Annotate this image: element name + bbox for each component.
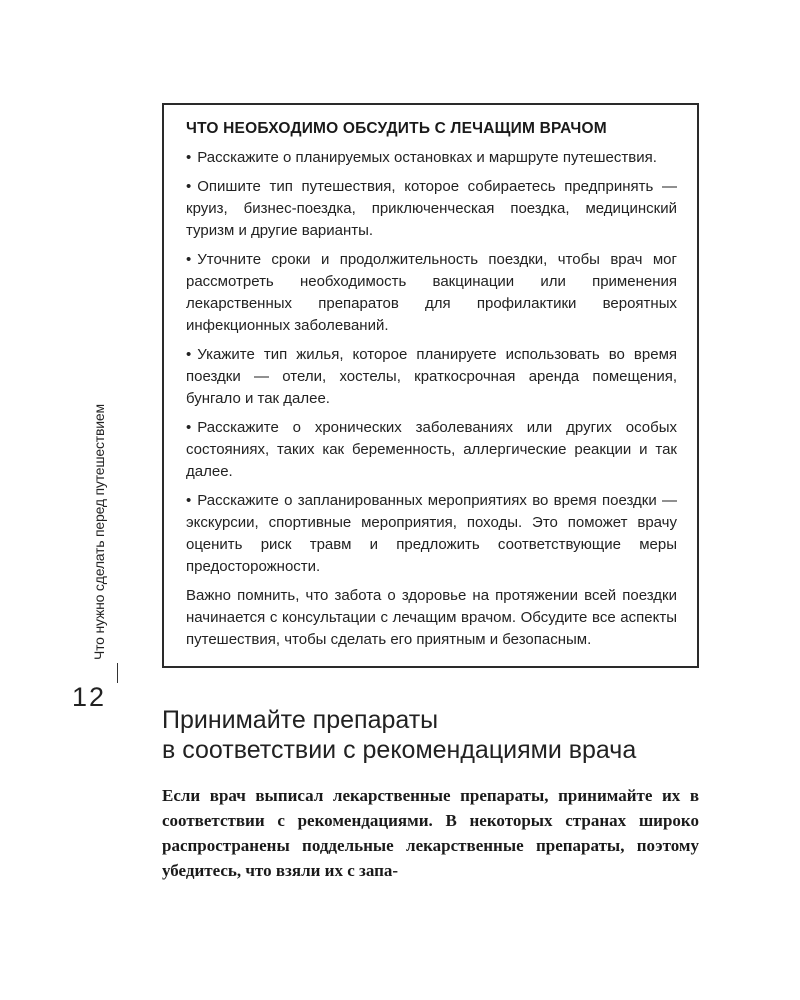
checklist-item [186, 344, 677, 410]
section-heading-line: Принимайте препараты [162, 706, 439, 734]
sidebar-rule [117, 663, 118, 683]
bullet-icon: • [186, 492, 192, 509]
page-number: 12 [72, 682, 107, 712]
bullet-icon: • [186, 178, 192, 195]
checklist-item [186, 176, 677, 242]
bullet-icon: • [186, 346, 192, 363]
checklist-item [186, 490, 677, 578]
bullet-icon: • [186, 251, 192, 268]
checklist-item [186, 417, 677, 483]
running-title: Что нужно сделать перед путешествием [91, 404, 107, 660]
section-heading [162, 705, 722, 765]
checklist-item [186, 147, 677, 169]
discussion-checklist-box [162, 103, 699, 668]
checklist-item [186, 249, 677, 337]
bullet-icon: • [186, 149, 192, 166]
body-paragraph: Если врач выписал лекарственные препараты, принимайте их в соответствии с рекомендациями. В некоторых странах широко распространены поддельные лекарственные препараты, поэтому убедитесь, что взяли их с запа- [162, 786, 699, 880]
bullet-icon: • [186, 419, 192, 436]
checklist-item-text: Расскажите о запланированных мероприятиях во время поездки — экскурсии, спортивные мероприятия, походы. Это поможет врачу оценить риск травм и предложить соответствующие меры предосторожности. [186, 492, 677, 575]
checklist-item-text: Уточните сроки и продолжительность поездки, чтобы врач мог рассмотреть необходимость вакцинации или применения лекарственных препаратов для профилактики вероятных инфекционных заболеваний. [186, 251, 677, 334]
box-closing-paragraph: Важно помнить, что забота о здоровье на протяжении всей поездки начинается с консультации с лечащим врачом. Обсудите все аспекты путешествия, чтобы сделать его приятным и безопасным. [186, 587, 677, 648]
box-heading: ЧТО НЕОБХОДИМО ОБСУДИТЬ С ЛЕЧАЩИМ ВРАЧОМ [186, 120, 607, 137]
section-heading-line: в соответствии с рекомендациями врача [162, 736, 637, 764]
checklist-item-text: Расскажите о планируемых остановках и маршруте путешествия. [197, 149, 657, 166]
checklist-item-text: Укажите тип жилья, которое планируете использовать во время поездки — отели, хостелы, краткосрочная аренда помещения, бунгало и так далее. [186, 346, 677, 407]
checklist-item-text: Опишите тип путешествия, которое собираетесь предпринять — круиз, бизнес-поездка, приключенческая поездка, медицинский туризм и другие варианты. [186, 178, 677, 239]
checklist-item-text: Расскажите о хронических заболеваниях или других особых состояниях, таких как беременность, аллергические реакции и так далее. [186, 419, 677, 480]
